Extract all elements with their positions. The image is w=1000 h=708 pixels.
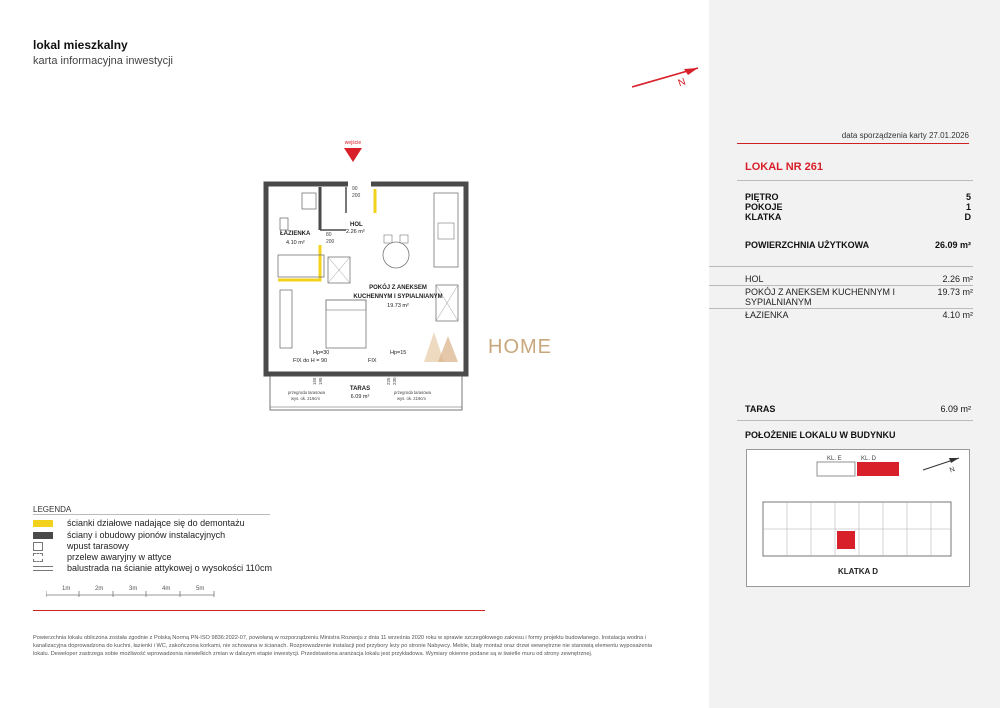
scale-label: 5m [196, 586, 205, 592]
building-diagram [747, 450, 969, 586]
hp30-label: Hp=30 [313, 350, 330, 356]
divider [737, 180, 973, 181]
drain-icon [33, 542, 43, 551]
scale-label: 3m [129, 586, 138, 592]
room-row [745, 287, 973, 307]
apartment-location-marker [837, 531, 855, 549]
legend-label: wpust tarasowy [67, 541, 130, 551]
document-header [33, 38, 173, 67]
legend-divider [33, 514, 270, 515]
bath-door-200: 200 [326, 239, 335, 245]
divider [709, 285, 973, 286]
fix-right-label: FIX [368, 358, 377, 364]
room-name: HOL [745, 274, 764, 284]
usable-area-row [745, 240, 971, 250]
room-name-line2: KUCHENNYM I SYPIALNIANYM [353, 294, 443, 300]
divider [709, 308, 973, 309]
terrace-name-label: TARAS [349, 386, 371, 392]
entrance-marker-icon [344, 148, 362, 162]
legend-swatch-yellow [33, 520, 53, 527]
win-155: 155 [312, 377, 317, 385]
scale-label: 4m [162, 586, 171, 592]
usable-area-value: 26.09 m² [934, 240, 971, 250]
legend-title: LEGENDA [33, 505, 72, 514]
bath-door-80: 80 [326, 232, 332, 238]
legend-label: ściany i obudowy pionów instalacyjnych [67, 530, 226, 540]
kitchen-counter [434, 193, 458, 267]
legend-item-walls [33, 530, 225, 540]
demountable-partition [278, 245, 320, 280]
bathtub [278, 255, 324, 277]
win-195: 195 [318, 377, 323, 385]
partition-right-2: wys. ok. 219cm [397, 396, 426, 401]
watermark-text: HOME [488, 336, 552, 358]
scale-label: 1m [62, 586, 71, 592]
overflow-icon [33, 553, 43, 562]
legend-label: balustrada na ścianie attykowej o wysokości 110cm [67, 563, 272, 573]
legend-item-overflow [33, 552, 172, 562]
rooms-label: POKOJE [745, 202, 783, 212]
stair-label: KLATKA [745, 212, 782, 222]
door-90-label: 90 [352, 186, 358, 192]
bottom-red-rule [33, 610, 485, 611]
floor-plan [258, 135, 478, 430]
partition-left-1: przegroda tarasowa [288, 390, 326, 395]
document-subtitle: karta informacyjna inwestycji [33, 55, 173, 67]
dining-table [383, 242, 409, 268]
floor-label: PIĘTRO [745, 192, 779, 202]
door-200-label: 200 [352, 193, 361, 199]
bath-area-label: 4.10 m² [286, 240, 305, 246]
rooms-value: 1 [965, 202, 971, 212]
document-title: lokal mieszkalny [33, 38, 128, 52]
terrace-row [745, 404, 971, 414]
north-arrow-small-icon [949, 458, 959, 463]
room-name: ŁAZIENKA [745, 310, 789, 320]
north-letter: N [676, 76, 688, 90]
partition-right-1: przegroda tarasowa [394, 390, 432, 395]
hol-name-label: HOL [350, 222, 363, 228]
railing-icon [33, 566, 53, 571]
stair-d-box [857, 462, 899, 476]
win-230: 230 [392, 377, 397, 385]
room-name: POKÓJ Z ANEKSEM KUCHENNYM I SYPIALNIANYM [745, 287, 896, 307]
legend-item-railing [33, 563, 272, 573]
watermark-logo-icon [420, 326, 470, 366]
floor-row [745, 192, 971, 202]
legend-label: ścianki działowe nadające się do demontażu [67, 518, 245, 528]
partition-left-2: wys. ok. 219cm [291, 396, 320, 401]
terrace-label: TARAS [745, 404, 776, 414]
room-area: 19.73 m² [937, 287, 973, 297]
fix-left-label: FIX do H = 90 [293, 358, 328, 364]
usable-area-label: POWIERZCHNIA UŻYTKOWA [745, 240, 870, 250]
stair-e-box [817, 462, 855, 476]
footnote-text: Powierzchnia lokalu obliczona została zgodnie z Polską Normą PN-ISO 9836:2022-07, powołaną w rozporządzeniu Ministra Rozwoju z dnia 11 września 2020 roku w sprawie szczegółowego zakresu i formy projektu budowlanego. Instalacja wodna i kanalizacyjna doprowadzona do kuchni, łazienki i WC, zakończona korkami, nie schowana w ścianach. Rozprowadzenie instalacji pod przybory leży po stronie Nabywcy. Meble, biały montaż oraz drzwi wewnętrzne nie stanowią elementu wyposażenia lokalu. Deweloper zastrzega sobie możliwość wprowadzenia niewielkich zmian w dalszym etapie inwestycji. Przedstawiona aranżacja lokalu jest przykładowa. Wymiary okienne podane są w świetle muru od strony zewnętrznej. [33, 635, 652, 657]
toilet [302, 193, 316, 209]
terrace-area-label: 6.09 m² [350, 394, 370, 400]
location-label: POŁOŻENIE LOKALU W BUDYNKU [745, 430, 896, 440]
legend-label: przelew awaryjny w attyce [67, 552, 172, 562]
kl-d-label: KL. D [861, 456, 877, 462]
floor-value: 5 [965, 192, 971, 202]
room-row [745, 310, 973, 320]
room-row [745, 274, 973, 284]
bath-name-label: ŁAZIENKA [280, 231, 311, 237]
room-area: 2.26 m² [942, 274, 973, 284]
stair-row [745, 212, 971, 222]
card-date: data sporządzenia karty 27.01.2026 [737, 131, 969, 144]
room-area-label: 19.73 m² [387, 303, 409, 309]
hol-area-label: 2.26 m² [346, 229, 365, 235]
lokal-number: LOKAL NR 261 [745, 161, 824, 173]
location-heading [745, 430, 971, 440]
building-location-map [746, 449, 970, 587]
terrace-value: 6.09 m² [940, 404, 971, 414]
legend-swatch-dark [33, 532, 53, 539]
north-arrow-icon [632, 62, 702, 90]
kl-e-label: KL. E [827, 456, 842, 462]
info-panel [709, 0, 1000, 708]
room-area: 4.10 m² [942, 310, 973, 320]
rooms-row [745, 202, 971, 212]
divider [737, 420, 973, 421]
room-name-line1: POKÓJ Z ANEKSEM [369, 285, 427, 291]
entrance-label: wejście [344, 140, 362, 146]
north-letter-small: N [948, 466, 956, 475]
divider [709, 266, 973, 267]
stair-value: D [964, 212, 971, 222]
legend-item-drain [33, 541, 129, 551]
scale-label: 2m [95, 586, 104, 592]
win-225: 225 [386, 377, 391, 385]
hp15-label: Hp=15 [390, 350, 407, 356]
bed [326, 300, 366, 348]
klatka-label: KLATKA D [838, 567, 878, 576]
sofa [280, 290, 292, 348]
legend-item-partition [33, 518, 245, 528]
